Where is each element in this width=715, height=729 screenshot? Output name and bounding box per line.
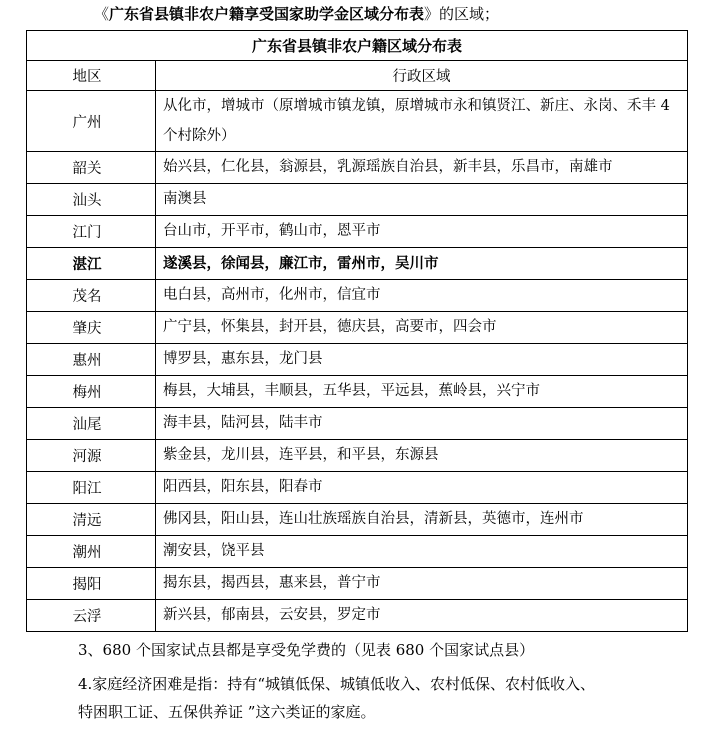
table-body	[27, 91, 688, 632]
intro-table-title: 广东省县镇非农户籍享受国家助学金区域分布表	[109, 5, 425, 23]
table-row	[27, 600, 688, 632]
table-row	[27, 440, 688, 472]
table-row	[27, 568, 688, 600]
areas-cell: 梅县，大埔县，丰顺县，五华县，平远县，蕉岭县，兴宁市	[156, 376, 688, 408]
table-row	[27, 312, 688, 344]
region-cell: 河源	[27, 440, 156, 472]
region-cell: 云浮	[27, 600, 156, 632]
region-cell: 肇庆	[27, 312, 156, 344]
table-row	[27, 152, 688, 184]
intro-prefix: 《	[94, 5, 110, 23]
areas-cell: 南澳县	[156, 184, 688, 216]
areas-cell: 广宁县，怀集县，封开县，德庆县，高要市，四会市	[156, 312, 688, 344]
column-header-region: 地区	[27, 61, 156, 91]
areas-cell: 博罗县，惠东县，龙门县	[156, 344, 688, 376]
table-row	[27, 376, 688, 408]
region-cell: 湛江	[27, 248, 156, 280]
region-cell: 汕尾	[27, 408, 156, 440]
areas-cell: 从化市，增城市（原增城市镇龙镇，原增城市永和镇贤江、新庄、永岗、禾丰 4 个村除外）	[156, 91, 688, 152]
column-header-areas: 行政区域	[156, 61, 688, 91]
areas-cell: 紫金县，龙川县，连平县，和平县，东源县	[156, 440, 688, 472]
region-cell: 江门	[27, 216, 156, 248]
areas-cell: 台山市，开平市，鹤山市，恩平市	[156, 216, 688, 248]
region-cell: 汕头	[27, 184, 156, 216]
region-cell: 揭阳	[27, 568, 156, 600]
region-cell: 广州	[27, 91, 156, 152]
region-cell: 茂名	[27, 280, 156, 312]
table-title: 广东省县镇非农户籍区域分布表	[27, 31, 688, 61]
intro-suffix: 》的区域；	[424, 5, 500, 23]
region-cell: 韶关	[27, 152, 156, 184]
table-row	[27, 216, 688, 248]
region-cell: 惠州	[27, 344, 156, 376]
table-row	[27, 91, 688, 152]
region-cell: 梅州	[27, 376, 156, 408]
areas-cell: 海丰县，陆河县，陆丰市	[156, 408, 688, 440]
table-row	[27, 408, 688, 440]
region-cell: 潮州	[27, 536, 156, 568]
table-row	[27, 504, 688, 536]
table-row	[27, 536, 688, 568]
areas-cell: 遂溪县，徐闻县，廉江市，雷州市，吴川市	[156, 248, 688, 280]
intro-line	[94, 4, 499, 24]
areas-cell: 阳西县，阳东县，阳春市	[156, 472, 688, 504]
table-row	[27, 472, 688, 504]
region-distribution-table	[26, 30, 688, 632]
areas-cell: 新兴县，郁南县，云安县，罗定市	[156, 600, 688, 632]
note-4-line-2: 特困职工证、五保供养证 ”这六类证的家庭。	[78, 703, 376, 721]
region-cell: 清远	[27, 504, 156, 536]
table-row	[27, 248, 688, 280]
table-row	[27, 344, 688, 376]
table-row	[27, 280, 688, 312]
areas-cell: 始兴县，仁化县，翁源县，乳源瑶族自治县，新丰县，乐昌市，南雄市	[156, 152, 688, 184]
table-row	[27, 184, 688, 216]
note-4-line-1: 4.家庭经济困难是指：持有“城镇低保、城镇低收入、农村低保、农村低收入、	[78, 675, 595, 693]
areas-cell: 揭东县，揭西县，惠来县，普宁市	[156, 568, 688, 600]
areas-cell: 电白县，高州市，化州市，信宜市	[156, 280, 688, 312]
region-cell: 阳江	[27, 472, 156, 504]
areas-cell: 佛冈县，阳山县，连山壮族瑶族自治县，清新县，英德市，连州市	[156, 504, 688, 536]
areas-cell: 潮安县，饶平县	[156, 536, 688, 568]
note-3: 3、680 个国家试点县都是享受免学费的（见表 680 个国家试点县）	[78, 641, 535, 659]
